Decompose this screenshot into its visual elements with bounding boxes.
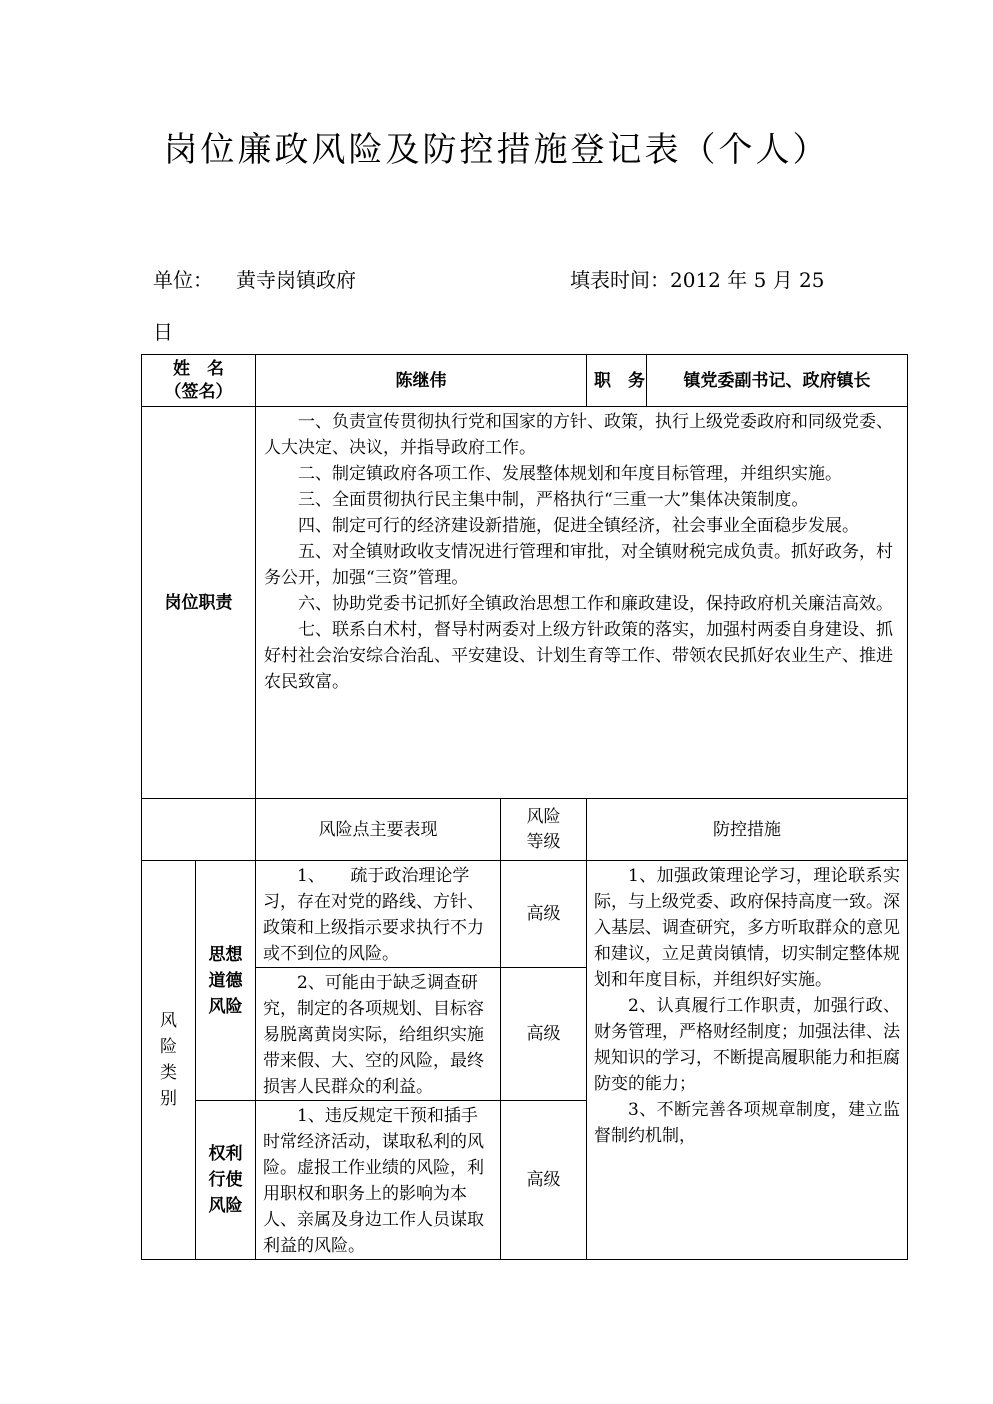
risk-subcategory-ideology <box>196 861 256 1101</box>
duty-item: 五、对全镇财政收支情况进行管理和审批，对全镇财税完成负责。抓好政务，村务公开，加强“三资”管理。 <box>264 542 893 588</box>
signature-label: （签名） <box>164 381 233 402</box>
duty-item: 六、协助党委书记抓好全镇政治思想工作和廉政建设，保持政府机关廉洁高效。 <box>298 594 893 614</box>
position-value: 镇党委副书记、政府镇长 <box>647 355 908 407</box>
fill-date-label: 填表时间： <box>570 268 670 292</box>
name-label-cell <box>142 355 256 407</box>
measure-item: 1、加强政策理论学习，理论联系实际，与上级党委、政府保持高度一致。深入基层、调查研究，多方听取群众的意见和建议，立足黄岗镇情，切实制定整体规划和年度目标，并组织好实施。 <box>594 866 900 990</box>
position-label: 职 务 <box>587 355 647 407</box>
risk-level: 高级 <box>501 968 587 1101</box>
level-header <box>501 799 587 861</box>
subcategory-char: 道德 <box>208 970 243 991</box>
duties-content <box>256 407 908 799</box>
duties-row <box>142 407 908 799</box>
risk-manifestation-text: 2、可能由于缺乏调查研究，制定的各项规划、目标容易脱离黄岗实际，给组织实施带来假、大、空的风险，最终损害人民群众的利益。 <box>263 973 484 1097</box>
measure-item: 2、认真履行工作职责，加强行政、财务管理，严格财经制度；加强法律、法规知识的学习，不断提高履职能力和拒腐防变的能力； <box>594 996 900 1094</box>
unit-value: 黄寺岗镇政府 <box>236 268 356 292</box>
risk-manifestation <box>256 1101 501 1260</box>
subcategory-char: 风险 <box>208 996 243 1017</box>
measures-header: 防控措施 <box>587 799 908 861</box>
subcategory-char: 权利 <box>208 1144 243 1164</box>
name-label: 姓 名 <box>173 358 224 379</box>
registration-table <box>141 354 908 1260</box>
header-row <box>142 355 908 407</box>
level-header-text: 风险等级 <box>526 806 561 852</box>
name-value: 陈继伟 <box>256 355 587 407</box>
duty-item: 四、制定可行的经济建设新措施，促进全镇经济，社会事业全面稳步发展。 <box>298 516 859 536</box>
prevention-measures <box>587 861 908 1260</box>
duty-item: 二、制定镇政府各项工作、发展整体规划和年度目标管理，并组织实施。 <box>298 464 842 484</box>
empty-header-cell <box>142 799 256 861</box>
fill-date-tail: 日 <box>153 320 173 344</box>
subcategory-char: 风险 <box>208 1196 243 1216</box>
risk-manifestation-text: 1、 疏于政治理论学习，存在对党的路线、方针、政策和上级指示要求执行不力或不到位的风险。 <box>263 866 484 964</box>
duty-item: 七、联系白术村，督导村两委对上级方针政策的落实，加强村两委自身建设、抓好村社会治安综合治乱、平安建设、计划生育等工作、带领农民抓好农业生产、推进农民致富。 <box>264 620 893 692</box>
risk-manifestation <box>256 861 501 968</box>
risk-manifestation <box>256 968 501 1101</box>
risk-category-char: 类 <box>160 1063 177 1083</box>
risk-header-row <box>142 799 908 861</box>
subcategory-char: 行使 <box>208 1170 243 1190</box>
measure-item: 3、不断完善各项规章制度，建立监督制约机制， <box>594 1100 900 1146</box>
duty-item: 三、全面贯彻执行民主集中制，严格执行“三重一大”集体决策制度。 <box>298 490 809 510</box>
risk-category-char: 风 <box>160 1011 177 1031</box>
risk-level: 高级 <box>501 1101 587 1260</box>
document-title: 岗位廉政风险及防控措施登记表（个人） <box>163 130 830 170</box>
risk-category-label <box>142 861 196 1260</box>
risk-row <box>142 861 908 968</box>
risk-category-char: 险 <box>160 1037 177 1057</box>
duty-item: 一、负责宣传贯彻执行党和国家的方针、政策，执行上级党委政府和同级党委、人大决定、决议，并指导政府工作。 <box>264 412 893 458</box>
unit-label: 单位： <box>153 268 213 292</box>
duties-label: 岗位职责 <box>142 407 256 799</box>
manifestation-header: 风险点主要表现 <box>256 799 501 861</box>
risk-subcategory-power <box>196 1101 256 1260</box>
fill-date <box>570 264 825 293</box>
subcategory-char: 思想 <box>208 944 243 965</box>
risk-level: 高级 <box>501 861 587 968</box>
fill-date-value: 2012 年 5 月 25 <box>670 268 825 292</box>
risk-manifestation-text: 1、违反规定干预和插手时常经济活动，谋取私利的风险。虚报工作业绩的风险，利用职权和职务上的影响为本人、亲属及身边工作人员谋取利益的风险。 <box>263 1106 484 1256</box>
risk-category-char: 别 <box>160 1089 177 1109</box>
